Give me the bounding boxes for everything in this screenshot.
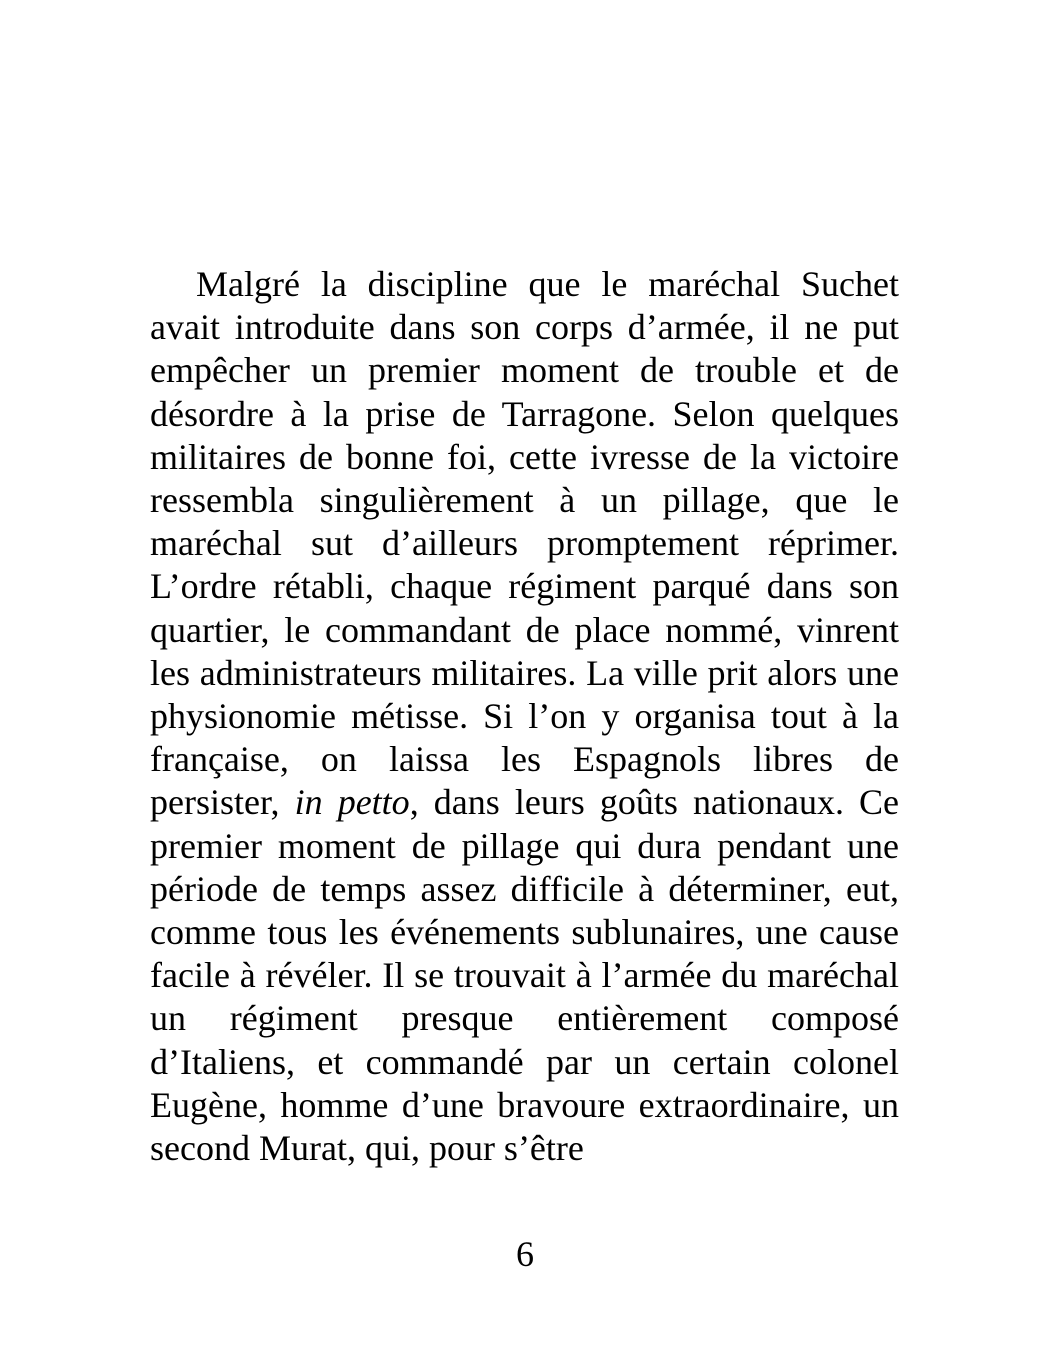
- italic-phrase: in petto: [294, 782, 410, 823]
- paragraph-text-after-italic: , dans leurs goûts nationaux. Ce premier moment de pillage qui dura pendant une période de temps assez difficile à déterminer, eut, comme tous les événements sublunaires, une cause facile à révéler. Il se trouvait à l’armée du maréchal un régiment presque entièrement composé d’Italiens, et commandé par un certain colonel Eugène, homme d’une bravoure extraordinaire, un second Murat, qui, pour s’être: [150, 782, 900, 1169]
- paragraph-text-before-italic: Malgré la discipline que le maréchal Suchet avait introduite dans son corps d’armée, il ne put empêcher un premier moment de trouble et de désordre à la prise de Tarragone. Selon quelques militaires de bonne foi, cette ivresse de la victoire ressembla singulièrement à un pillage, que le maréchal sut d’ailleurs promptement réprimer. L’ordre rétabli, chaque régiment parqué dans son quartier, le commandant de place nommé, vinrent les administrateurs militaires. La ville prit alors une physionomie métisse. Si l’on y organisa tout à la française, on laissa les Espagnols libres de persister,: [150, 264, 899, 823]
- page-number: 6: [516, 1234, 534, 1274]
- body-paragraph: [150, 263, 899, 1170]
